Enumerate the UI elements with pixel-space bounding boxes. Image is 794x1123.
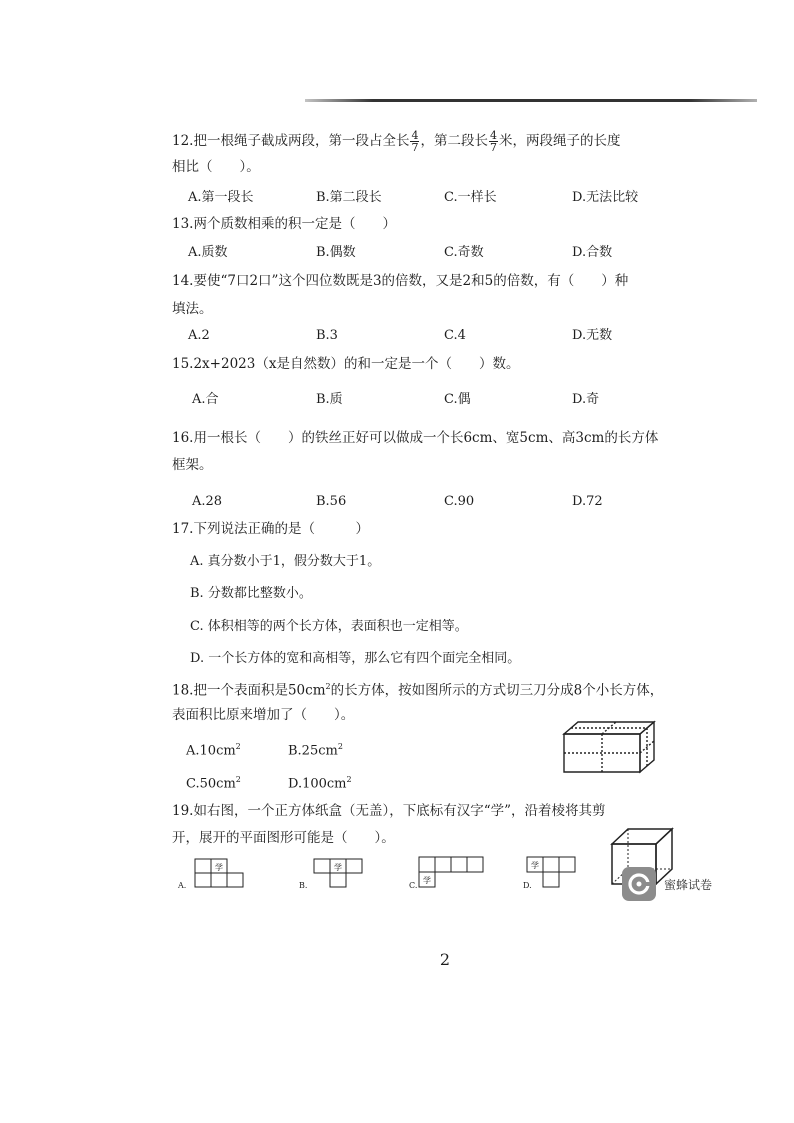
cuboid-cut-figure: [560, 718, 660, 776]
q18-option-b[interactable]: $B.25cm^2$: [288, 742, 343, 759]
q17-option-a[interactable]: A. 真分数小于1，假分数大于1。: [190, 554, 381, 569]
fraction-four-sevenths-meter: $\frac{4}{7}$: [489, 129, 497, 154]
q19-option-c-net[interactable]: [418, 856, 486, 888]
q15-option-d[interactable]: D.奇: [572, 392, 600, 407]
question-12-line-2: 相比（ ）。: [172, 159, 260, 175]
question-16-line-2: 框架。: [172, 457, 213, 473]
question-13: 13.两个质数相乘的积一定是（ ）: [172, 216, 396, 232]
q19-option-d-label[interactable]: D.: [523, 881, 532, 890]
q19-c-xue-char: 学: [423, 876, 431, 885]
watermark: [622, 867, 732, 901]
q14-option-c[interactable]: C.4: [444, 328, 466, 343]
q15-option-a[interactable]: A.合: [192, 392, 219, 407]
q13-option-c[interactable]: C.奇数: [444, 245, 484, 260]
q13-option-a[interactable]: A.质数: [188, 245, 228, 260]
q12-option-d[interactable]: D.无法比较: [572, 190, 639, 205]
q19-b-xue-char: 学: [334, 863, 342, 872]
q18-option-a[interactable]: $A.10cm^2$: [186, 742, 241, 759]
question-19-line-2: 开，展开的平面图形可能是（ ）。: [172, 830, 395, 846]
q12-option-b[interactable]: B.第二段长: [316, 190, 382, 205]
q16-option-c[interactable]: C.90: [444, 494, 475, 509]
q16-option-b[interactable]: B.56: [316, 494, 347, 509]
q16-option-d[interactable]: D.72: [572, 494, 603, 509]
q12-option-a[interactable]: A.第一段长: [188, 190, 254, 205]
header-rule: [305, 99, 757, 102]
q18-option-c[interactable]: $C.50cm^2$: [186, 775, 241, 792]
q19-option-a-net[interactable]: [194, 858, 244, 888]
q12-option-c[interactable]: C.一样长: [444, 190, 497, 205]
q13-option-d[interactable]: D.合数: [572, 245, 613, 260]
q17-option-d[interactable]: D. 一个长方体的宽和高相等，那么它有四个面完全相同。: [190, 651, 521, 666]
watermark-text: 蜜蜂试卷: [664, 878, 713, 892]
bee-logo-icon: [622, 867, 656, 901]
q19-option-b-label[interactable]: B.: [299, 881, 308, 890]
q15-option-c[interactable]: C.偶: [444, 392, 471, 407]
q16-option-a[interactable]: A.28: [192, 494, 223, 509]
question-14-line-2: 填法。: [172, 301, 213, 317]
fraction-four-sevenths: $\frac{4}{7}$: [411, 129, 419, 154]
question-14-line-1: 14.要使“7口2口”这个四位数既是3的倍数，又是2和5的倍数，有（ ）种: [172, 273, 629, 289]
question-17: 17.下列说法正确的是（ ）: [172, 521, 369, 537]
q18-option-d[interactable]: $D.100cm^2$: [288, 775, 352, 792]
q14-option-a[interactable]: A.2: [188, 328, 210, 343]
q17-option-b[interactable]: B. 分数都比整数小。: [190, 586, 312, 601]
question-18-line-1: 18.把一个表面积是$50cm^2$的长方体，按如图所示的方式切三刀分成8个小长方体，: [172, 682, 664, 699]
q17-option-c[interactable]: C. 体积相等的两个长方体，表面积也一定相等。: [190, 619, 468, 634]
question-12-line-1: 12.把一根绳子截成两段，第一段占全长 $\frac{4}{7}$ ，第二段长 $\frac{4}{7}$ 米，两段绳子的长度: [172, 129, 621, 154]
q15-option-b[interactable]: B.质: [316, 392, 343, 407]
q14-option-b[interactable]: B.3: [316, 328, 338, 343]
q19-option-d-net[interactable]: [526, 856, 578, 888]
q13-option-b[interactable]: B.偶数: [316, 245, 356, 260]
q19-a-xue-char: 学: [215, 863, 223, 872]
q19-option-c-label[interactable]: C.: [409, 881, 418, 890]
q19-d-xue-char: 学: [531, 861, 539, 870]
question-19-line-1: 19.如右图，一个正方体纸盒（无盖），下底标有汉字“学”，沿着棱将其剪: [172, 803, 606, 819]
q19-option-a-label[interactable]: A.: [178, 881, 187, 890]
page-number: 2: [439, 950, 451, 969]
question-16-line-1: 16.用一根长（ ）的铁丝正好可以做成一个长6cm、宽5cm、高3cm的长方体: [172, 430, 659, 446]
q14-option-d[interactable]: D.无数: [572, 328, 613, 343]
q19-option-b-net[interactable]: [313, 858, 363, 888]
question-15: 15.2x+2023（x是自然数）的和一定是一个（ ）数。: [172, 356, 520, 372]
question-18-line-2: 表面积比原来增加了（ ）。: [172, 707, 355, 723]
